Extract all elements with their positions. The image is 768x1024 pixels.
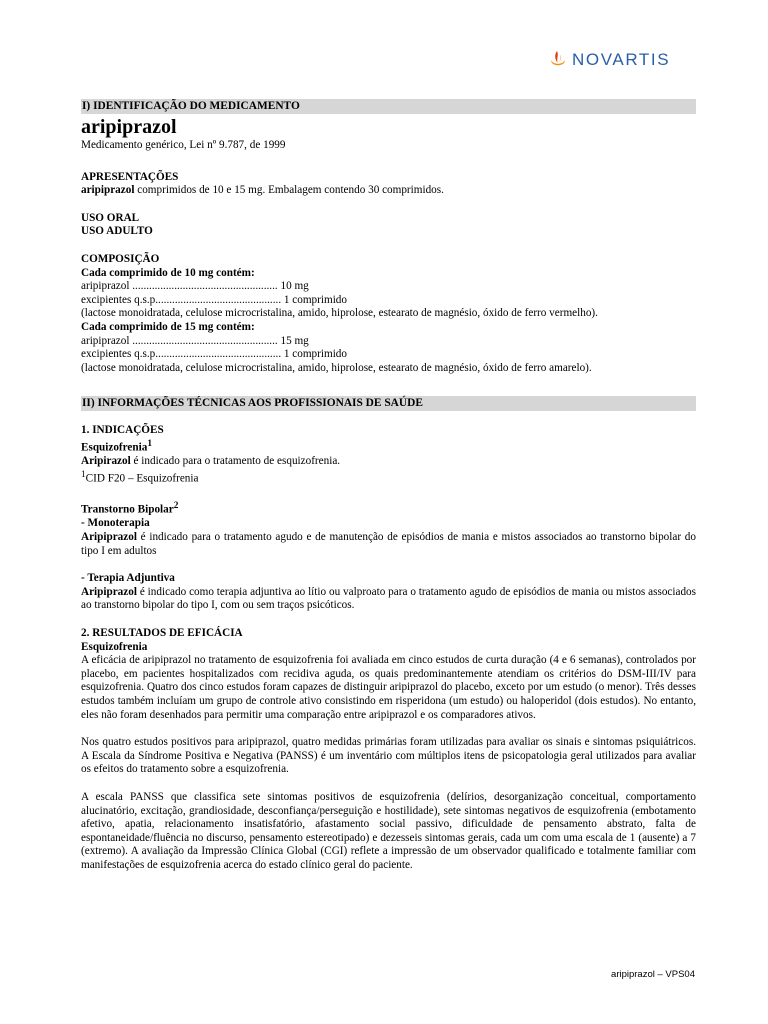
composition-title: COMPOSIÇÃO [81, 252, 160, 265]
efficacy-subtitle: Esquizofrenia [81, 640, 148, 653]
composition-10mg-line: aripiprazol .................................................... 10 mg [81, 280, 309, 293]
indications-title: 1. INDICAÇÕES [81, 424, 164, 437]
adjunctive-text: Aripiprazol é indicado como terapia adjuntiva ao lítio ou valproato para o tratamento agudo de episódios de mania ou mistos associados ao transtorno bipolar do tipo I, com ou sem traços psicóticos. [81, 585, 696, 612]
presentations-title: APRESENTAÇÕES [81, 170, 179, 183]
composition-15mg-line: excipientes q.s.p............................................. 1 comprimido [81, 348, 347, 361]
schizophrenia-title: Esquizofrenia$^1$ [81, 438, 152, 454]
novartis-wordmark: NOVARTIS [572, 50, 671, 70]
novartis-flame-icon [548, 48, 568, 72]
section-header-identification: I) IDENTIFICAÇÃO DO MEDICAMENTO [81, 99, 696, 114]
composition-15mg-title: Cada comprimido de 15 mg contém: [81, 320, 255, 333]
monotherapy-title: - Monoterapia [81, 517, 150, 530]
novartis-logo [548, 48, 670, 72]
generic-note: Medicamento genérico, Lei nº 9.787, de 1999 [81, 139, 286, 151]
page-footer: aripiprazol – VPS04 [611, 969, 695, 980]
cid-note: $^1$CID F20 – Esquizofrenia [81, 469, 199, 485]
efficacy-paragraph-2: Nos quatro estudos positivos para aripiprazol, quatro medidas primárias foram utilizadas para avaliar os sinais e sintomas psiquiátricos. A Escala da Síndrome Positiva e Negativa (PANSS) é um inventário com múltiplos itens de psicopatologia geral utilizados para avaliar os efeitos do tratamento sobre a esquizofrenia. [81, 736, 696, 776]
composition-15mg-line: aripiprazol .................................................... 15 mg [81, 334, 309, 347]
use-oral: USO ORAL [81, 211, 140, 224]
use-adult: USO ADULTO [81, 225, 153, 238]
section-header-technical-info: II) INFORMAÇÕES TÉCNICAS AOS PROFISSIONAIS DE SAÚDE [81, 396, 696, 411]
schizophrenia-indication: Aripirazol é indicado para o tratamento de esquizofrenia. [81, 455, 341, 468]
adjunctive-title: - Terapia Adjuntiva [81, 572, 175, 585]
efficacy-paragraph-3: A escala PANSS que classifica sete sintomas positivos de esquizofrenia (delírios, desorganização conceitual, comportamento alucinatório, excitação, grandiosidade, desconfiança/perseguição e hostilidade), sete sintomas negativos de esquizofrenia (embotamento afetivo, apatia, relacionamento insatisfatório, afastamento social passivo, dificuldade de pensamento abstrato, falta de espontaneidade/fluência no discurso, pensamento estereotipado) e dezesseis sintomas gerais, cada um com uma escala de 1 (ausente) a 7 (extremo). A avaliação da Impressão Clínica Global (CGI) reflete a impressão de um observador qualificado e totalmente familiar com manifestações de esquizofrenia acerca do estado clínico geral do paciente. [81, 790, 696, 871]
presentations-text: aripiprazol comprimidos de 10 e 15 mg. Embalagem contendo 30 comprimidos. [81, 184, 444, 197]
composition-10mg-line: excipientes q.s.p............................................. 1 comprimido [81, 293, 347, 306]
drug-name-title: aripiprazol [81, 116, 177, 138]
efficacy-title: 2. RESULTADOS DE EFICÁCIA [81, 627, 243, 640]
composition-15mg-excipients: (lactose monoidratada, celulose microcristalina, amido, hiprolose, estearato de magnésio, óxido de ferro amarelo). [81, 361, 592, 374]
bipolar-title: Transtorno Bipolar$^2$ [81, 501, 179, 516]
composition-10mg-excipients: (lactose monoidratada, celulose microcristalina, amido, hiprolose, estearato de magnésio, óxido de ferro vermelho). [81, 307, 598, 320]
efficacy-paragraph-1: A eficácia de aripiprazol no tratamento de esquizofrenia foi avaliada em cinco estudos de curta duração (4 e 6 semanas), controlados por placebo, em pacientes hospitalizados com recidiva aguda, os quais predominantemente atendiam os critérios do DSM-III/IV para esquizofrenia. Quatro dos cinco estudos foram capazes de distinguir aripiprazol do placebo, exceto por um estudo (o menor). Três desses estudos também incluíam um grupo de controle ativo consistindo em risperidona (um estudo) ou haloperidol (dois estudos). No entanto, eles não foram desenhados para permitir uma comparação entre aripiprazol e os comparadores ativos. [81, 654, 696, 721]
composition-10mg-title: Cada comprimido de 10 mg contém: [81, 266, 255, 279]
document-body [81, 99, 696, 873]
monotherapy-text: Aripiprazol é indicado para o tratamento agudo e de manutenção de episódios de mania e mistos associados ao transtorno bipolar do tipo I em adultos [81, 531, 696, 557]
